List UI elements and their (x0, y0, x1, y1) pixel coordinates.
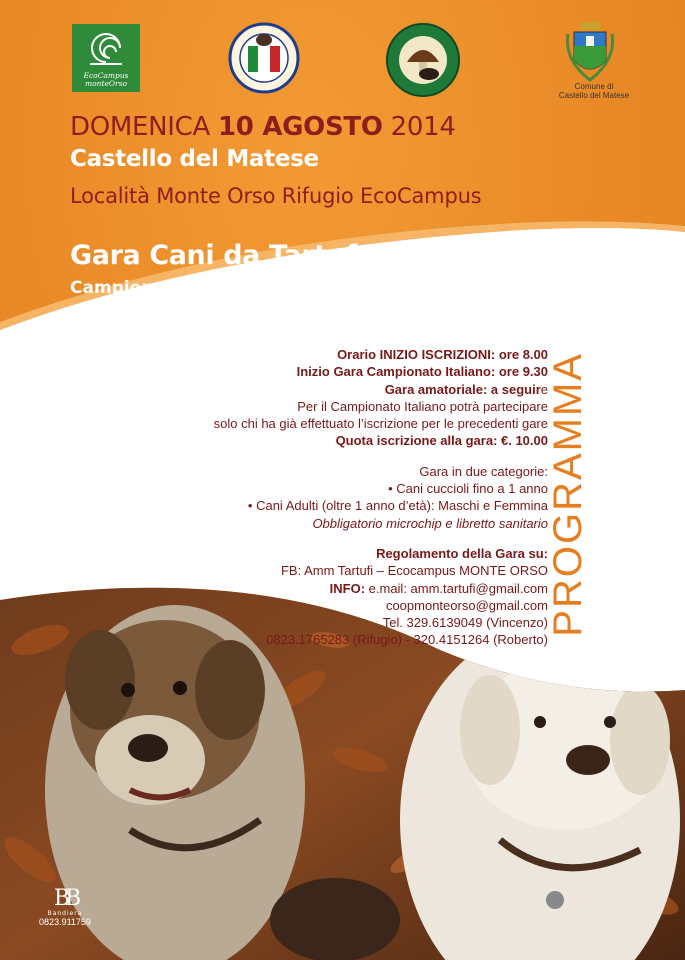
amateur-race-title (70, 304, 235, 323)
amateur-label: Gara Amatoriale (87, 304, 235, 323)
email-coop: coopmonteorso@gmail.com (385, 597, 548, 613)
programma-text: PROGRAMMA (546, 352, 590, 637)
amateur-race-time (214, 381, 548, 398)
fee-label: Quota iscrizione alla gara (335, 433, 494, 449)
program-details (214, 346, 548, 649)
truffle (270, 878, 400, 960)
info-label: INFO: (329, 580, 366, 596)
mushroom-association-emblem-icon (385, 22, 461, 98)
race-title: Gara Cani da Tartufo (70, 240, 376, 271)
comune-caption (540, 82, 648, 100)
eligibility-line-1: Per il Campionato Italiano potrà partecipare (297, 398, 548, 414)
event-date-main: 10 AGOSTO (217, 112, 383, 142)
rules-title: Regolamento della Gara su: (376, 545, 548, 561)
ecocampus-line1: EcoCampus (83, 71, 129, 80)
snail-spiral-icon (72, 24, 140, 74)
amateur-race-tail: e (540, 381, 548, 397)
comune-line2: Castello del Matese (558, 91, 630, 100)
event-year: 2014 (390, 112, 456, 142)
fnati-emblem-icon (228, 22, 300, 94)
categories-title: Gara in due categorie: (419, 463, 548, 479)
amateur-race-bold: Gara amatoriale: a seguir (384, 381, 541, 397)
fee-value: : €. 10.00 (493, 433, 548, 449)
event-town: Castello del Matese (70, 146, 319, 172)
printer-mark: BB (53, 886, 77, 911)
coat-of-arms-icon (560, 20, 620, 84)
ecocampus-line2: monteOrso (84, 79, 127, 88)
printer-name: Bandiera (47, 910, 83, 917)
amateur-prefix: & (70, 304, 88, 323)
printer-logo (20, 888, 110, 927)
eligibility-line-2: solo chi ha già effettuato l’iscrizione per le precedenti gare (213, 416, 548, 432)
registration-start: Orario INIZIO ISCRIZIONI: ore 8.00 (337, 347, 548, 362)
comune-logo (560, 20, 620, 84)
info-email-line (214, 580, 548, 597)
comune-line1: Comune di (574, 82, 614, 91)
ecocampus-logo (72, 24, 140, 92)
fnati-logo (228, 22, 300, 94)
printer-phone: 0823.911759 (39, 917, 91, 927)
category-adults: • Cani Adulti (oltre 1 anno d’età): Maschi e Femmina (247, 498, 548, 514)
championship-start: Inizio Gara Campionato Italiano: ore 9.30 (296, 364, 548, 380)
championship-title: Campionato Italiano FNATI (70, 278, 325, 298)
requirements: Obbligatorio microchip e libretto sanitario (312, 515, 548, 531)
phone-vincenzo: Tel. 329.6139049 (Vincenzo) (382, 615, 548, 631)
info-email: e.mail: amm.tartufi@gmail.com (365, 580, 548, 596)
category-puppies: • Cani cuccioli fino a 1 anno (388, 481, 548, 497)
micologica-logo (385, 22, 461, 98)
registration-fee (214, 432, 548, 449)
facebook-page: FB: Amm Tartufi – Ecocampus MONTE ORSO (280, 563, 548, 579)
event-day: DOMENICA (70, 112, 211, 142)
event-date (70, 112, 456, 142)
phone-rifugio-roberto: 0823.1765283 (Rifugio) - 320.4151264 (Roberto) (266, 632, 548, 648)
event-locality: Località Monte Orso Rifugio EcoCampus (70, 184, 482, 208)
programma-vertical-label (546, 352, 590, 652)
